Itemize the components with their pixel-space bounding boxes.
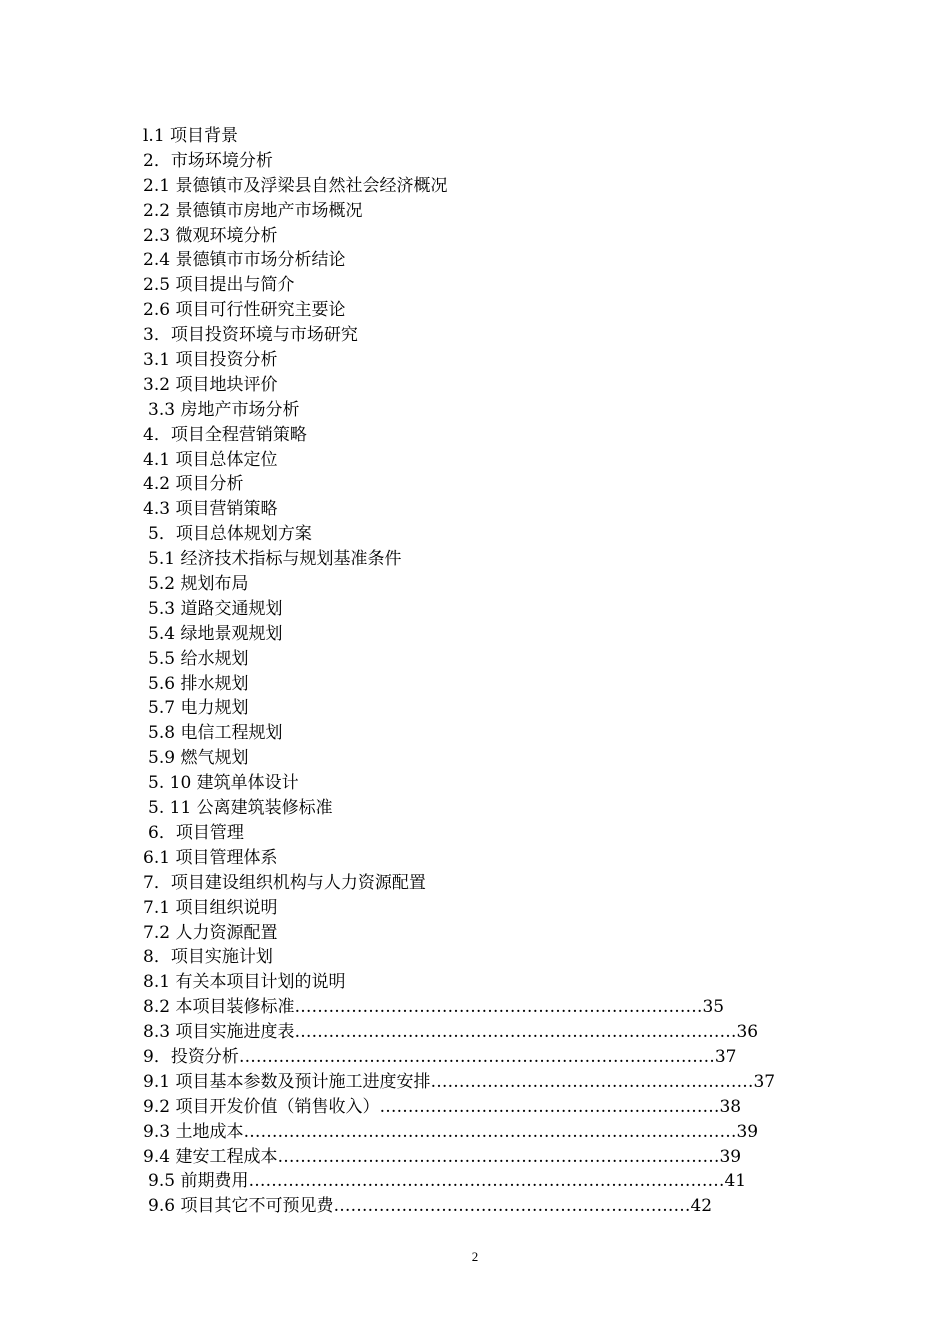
toc-entry: 9.4 建安工程成本……………………………………………………………………39 [143,1146,742,1167]
toc-entry: 6.1 项目管理体系 [143,847,278,868]
page-number: 2 [471,1249,479,1264]
toc-entry: 5.8 电信工程规划 [148,723,283,744]
toc-entry: 4．项目全程营销策略 [143,424,307,445]
toc-entry: l.1 项目背景 [143,126,239,146]
table-of-contents [143,124,843,1219]
toc-entry: 8.2 本项目装修标准………………………………………………………………35 [143,997,725,1018]
toc-entry: 7．项目建设组织机构与人力资源配置 [143,872,426,893]
toc-entry: 2.4 景德镇市市场分析结论 [143,250,346,271]
toc-entry: 2.3 微观环境分析 [143,225,278,246]
toc-entry: 5.9 燃气规划 [148,748,249,769]
toc-entry: 5.3 道路交通规划 [148,598,283,619]
toc-entry: 9.5 前期费用…………………………………………………………………………41 [148,1171,747,1192]
toc-entry: 3．项目投资环境与市场研究 [143,325,358,346]
toc-entry: 7.1 项目组织说明 [143,897,278,918]
toc-entry: 8.3 项目实施进度表……………………………………………………………………36 [143,1022,759,1043]
toc-entry: 9.2 项目开发价值（销售收入）……………………………………………………38 [143,1096,742,1117]
toc-entry: 2.6 项目可行性研究主要论 [143,300,346,321]
toc-entry: 9.1 项目基本参数及预计施工进度安排…………………………………………………37 [143,1071,776,1092]
toc-entry: 5. 11 公离建筑装修标准 [148,798,333,819]
toc-entry: 9.3 土地成本……………………………………………………………………………39 [143,1121,759,1142]
toc-entry: 5. 10 建筑单体设计 [148,773,299,794]
toc-entry: 8.1 有关本项目计划的说明 [143,972,346,993]
toc-entry: 5.2 规划布局 [148,574,249,595]
toc-entry: 2.1 景德镇市及浮梁县自然社会经济概况 [143,175,448,196]
toc-entry: 9.6 项目其它不可预见费………………………………………………………42 [148,1196,713,1217]
toc-entry: 5.6 排水规划 [148,673,249,694]
toc-entry: 4.1 项目总体定位 [143,449,278,470]
toc-entry: 2．市场环境分析 [143,150,273,171]
toc-entry: 5.1 经济技术指标与规划基准条件 [148,549,402,570]
toc-entry: 6．项目管理 [148,822,244,843]
toc-entry: 5.7 电力规划 [148,698,249,719]
toc-entry: 3.3 房地产市场分析 [148,399,300,420]
toc-entry: 7.2 人力资源配置 [143,922,278,943]
toc-entry: 2.5 项目提出与简介 [143,275,295,296]
toc-entry: 8．项目实施计划 [143,947,273,968]
toc-entry: 4.2 项目分析 [143,474,244,495]
toc-entry: 9．投资分析…………………………………………………………………………37 [143,1046,737,1067]
toc-entry: 3.2 项目地块评价 [143,374,278,395]
toc-entry: 4.3 项目营销策略 [143,499,278,520]
toc-entry: 2.2 景德镇市房地产市场概况 [143,200,363,221]
toc-entry: 3.1 项目投资分析 [143,350,278,371]
toc-entry: 5．项目总体规划方案 [148,524,312,545]
toc-entry: 5.5 给水规划 [148,648,249,669]
toc-entry: 5.4 绿地景观规划 [148,623,283,644]
